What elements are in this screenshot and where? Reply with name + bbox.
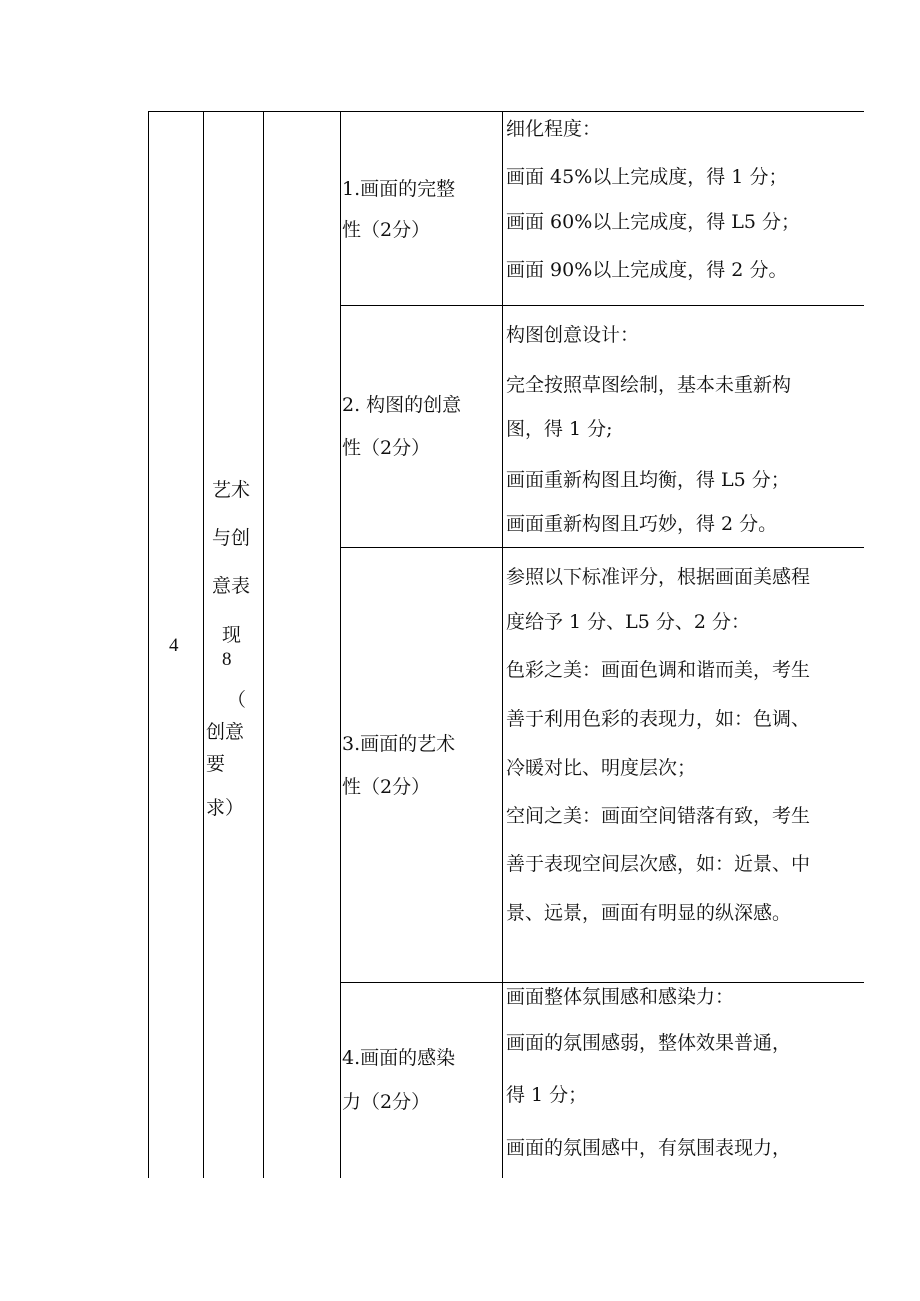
criterion-label: 性（2分） [342,437,431,459]
detail-line: 画面 45%以上完成度，得 1 分； [506,166,788,188]
detail-line: 度给予 1 分、L5 分、2 分： [506,611,751,633]
detail-line: 画面重新构图且巧妙，得 2 分。 [506,513,778,535]
detail-line: 画面的氛围感弱，整体效果普通， [506,1032,792,1054]
column-divider-4 [502,111,503,1178]
detail-line: 色彩之美：画面色调和谐而美，考生 [506,659,811,681]
detail-line: 善于利用色彩的表现力，如：色调、 [506,708,811,730]
category-line: 意表 [212,575,251,597]
row-divider-3 [340,982,864,983]
detail-line: 画面 90%以上完成度，得 2 分。 [506,259,788,281]
detail-line: 冷暖对比、明度层次； [506,757,697,779]
detail-line: 画面重新构图且均衡，得 L5 分； [506,469,790,491]
detail-line: 画面整体氛围感和感染力： [506,986,735,1008]
detail-line: 善于表现空间层次感，如：近景、中 [506,853,811,875]
category-line: 8 [222,649,232,670]
category-line: 与创 [212,527,251,549]
criterion-label: 4.画面的感染 [342,1047,456,1069]
column-divider-3 [340,111,341,1178]
detail-line: 画面 60%以上完成度，得 L5 分； [506,211,801,233]
detail-line: 细化程度： [506,118,602,140]
item-number: 4 [169,635,179,656]
detail-line: 景、远景，画面有明显的纵深感。 [506,902,792,924]
detail-line: 完全按照草图绘制，基本未重新构 [506,374,792,396]
row-divider-1 [340,305,864,306]
criterion-label: 3.画面的艺术 [342,733,456,755]
category-line: （ [227,689,247,711]
detail-line: 图，得 1 分; [506,418,613,440]
column-divider-1 [203,111,204,1178]
detail-line: 画面的氛围感中，有氛围表现力， [506,1137,792,1159]
criterion-label: 性（2分） [342,219,431,241]
detail-line: 空间之美：画面空间错落有致，考生 [506,805,811,827]
criterion-label: 2. 构图的创意 [342,394,462,416]
category-line: 要 [206,753,226,775]
column-divider-2 [263,111,264,1178]
table-top-border [148,111,864,112]
table-left-border [148,111,149,1178]
criterion-label: 性（2分） [342,776,431,798]
row-divider-2 [340,547,864,548]
category-line: 现 [222,624,242,646]
category-line: 创意 [206,721,245,743]
detail-line: 构图创意设计： [506,324,640,346]
detail-line: 得 1 分； [506,1084,588,1106]
criterion-label: 力（2分） [342,1091,431,1113]
criterion-label: 1.画面的完整 [342,178,456,200]
category-line: 求） [206,797,245,819]
category-line: 艺术 [212,479,251,501]
detail-line: 参照以下标准评分，根据画面美感程 [506,566,811,588]
